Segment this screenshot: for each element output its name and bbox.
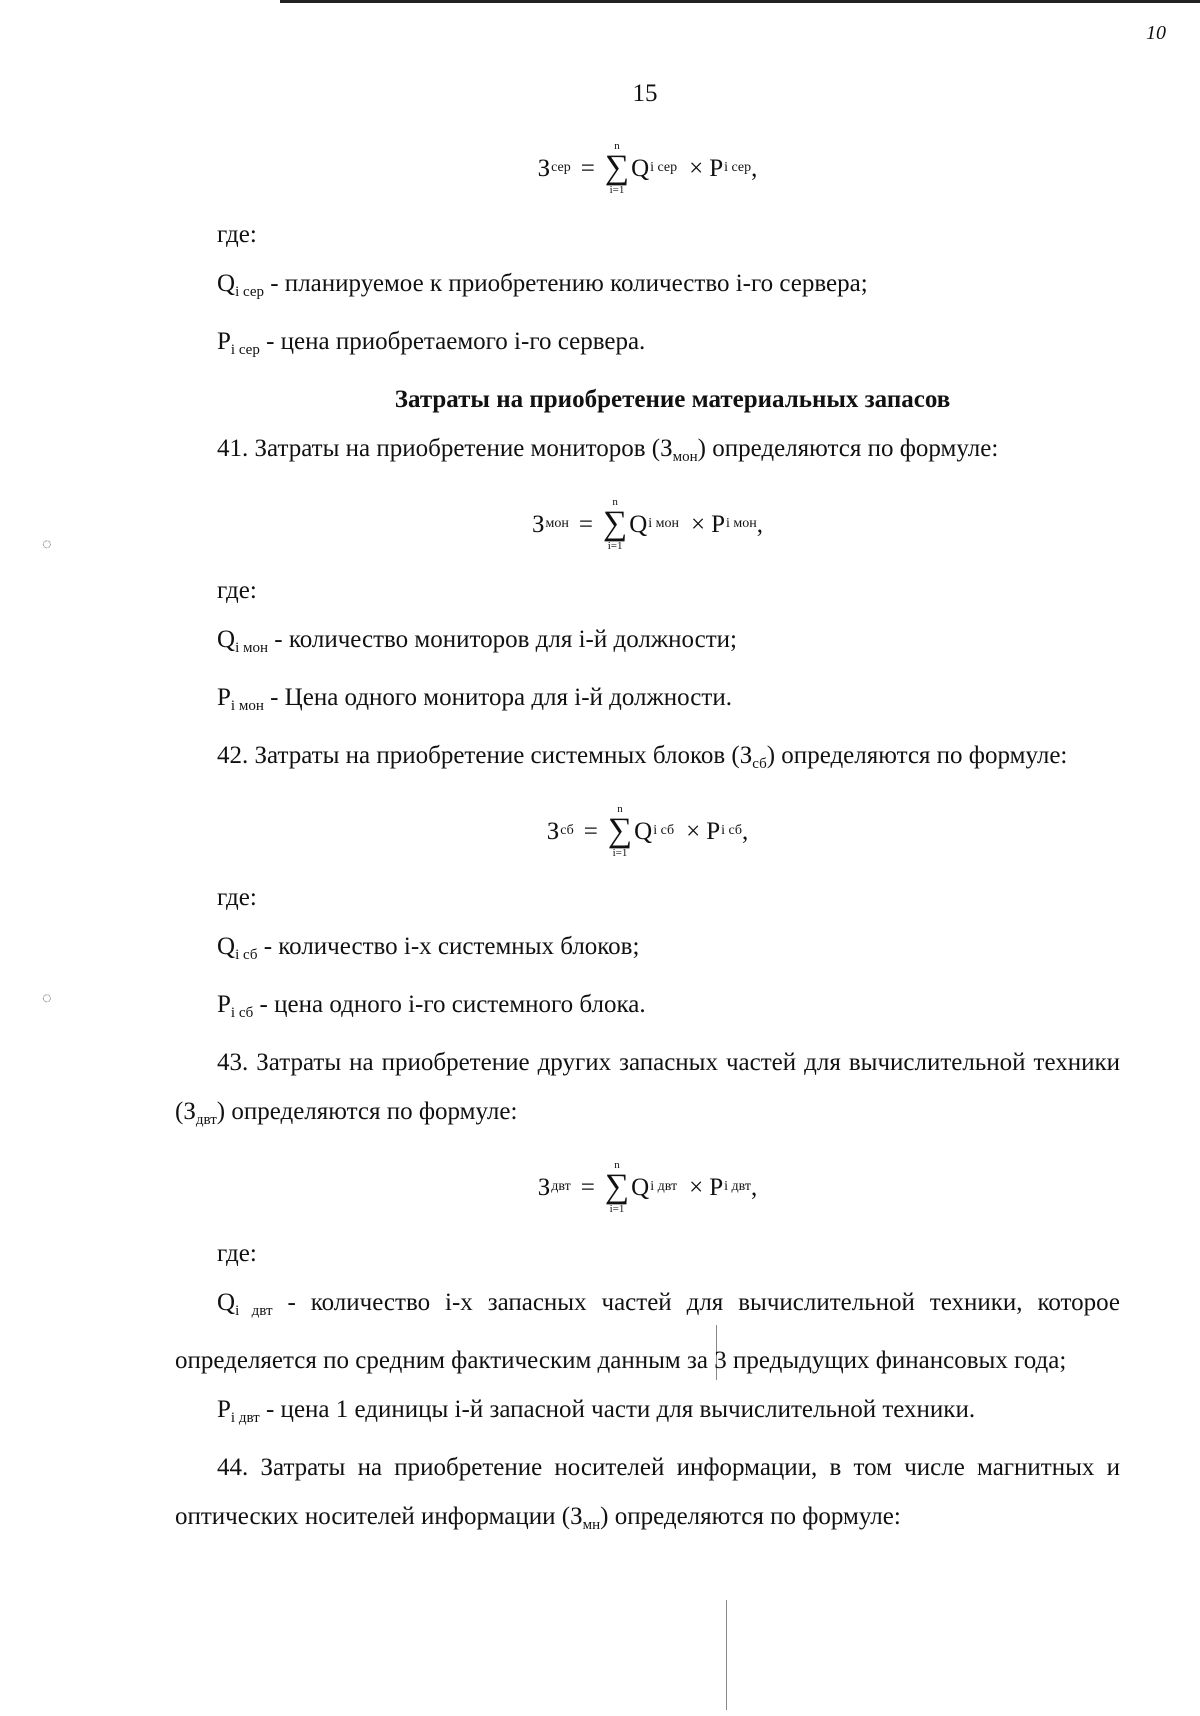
- scan-artifact-line: [726, 1600, 727, 1710]
- definition-q-mon: $Q_{i мон}$ - количество мониторов для i-й должности;: [217, 626, 737, 656]
- definition-q-dvt: $Q_{i двт}$ - количество i-х запасных частей для вычислительной техники, которое определяется по средним фактическим данным за 3 предыдущих финансовых года;: [175, 1289, 1120, 1374]
- where-label: где:: [217, 577, 257, 604]
- where-label: где:: [217, 884, 257, 911]
- where-label: где:: [217, 1240, 257, 1267]
- section-heading: Затраты на приобретение материальных запасов: [394, 386, 951, 413]
- formula-system-blocks: З сб = n ∑ i=1 Q i сб × P i сб ,: [546, 803, 749, 859]
- paragraph-44: 44. Затраты на приобретение носителей информации, в том числе магнитных и оптических носителей информации $(З_{мн})$ определяются по формуле:: [175, 1454, 1120, 1533]
- formula-monitors: З мон = n ∑ i=1 Q i мон × P i мон ,: [531, 496, 764, 552]
- document-body: [175, 130, 1120, 1550]
- definition-q-ser: $Q_{i сер}$ - планируемое к приобретению количество i-го сервера;: [217, 270, 868, 300]
- definition-p-sb: $P_{i сб}$ - цена одного i-го системного блока.: [217, 991, 646, 1021]
- paragraph-41: 41. Затраты на приобретение мониторов $(З_{мон})$ определяются по формуле:: [217, 435, 999, 465]
- definition-q-sb: $Q_{i сб}$ - количество i-х системных блоков;: [217, 933, 640, 963]
- sum-operator: n ∑ i=1: [607, 803, 633, 859]
- paragraph-42: 42. Затраты на приобретение системных блоков $(З_{сб})$ определяются по формуле:: [217, 742, 1068, 772]
- definition-p-dvt: $P_{i двт}$ - цена 1 единицы i-й запасной части для вычислительной техники.: [217, 1396, 976, 1426]
- hole-punch-mark: ◌: [42, 990, 52, 1007]
- corner-sheet-number: 10: [1146, 22, 1166, 44]
- definition-p-mon: $P_{i мон}$ - Цена одного монитора для i-й должности.: [217, 684, 732, 714]
- page-number: 15: [632, 80, 658, 107]
- paragraph-43: 43. Затраты на приобретение других запасных частей для вычислительной техники $(З_{двт})$ определяются по формуле:: [175, 1049, 1120, 1128]
- sum-operator: n ∑ i=1: [604, 1159, 630, 1215]
- sum-operator: n ∑ i=1: [602, 496, 628, 552]
- formula-servers: З сер = n ∑ i=1 Q i сер × P i сер ,: [537, 140, 758, 196]
- scan-top-border: [280, 0, 1200, 3]
- formula-spare-parts: З двт = n ∑ i=1 Q i двт × P i двт ,: [537, 1159, 758, 1215]
- hole-punch-mark: ◌: [42, 536, 52, 553]
- where-label: где:: [217, 221, 257, 248]
- definition-p-ser: $P_{i сер}$ - цена приобретаемого i-го сервера.: [217, 328, 646, 358]
- sum-operator: n ∑ i=1: [604, 140, 630, 196]
